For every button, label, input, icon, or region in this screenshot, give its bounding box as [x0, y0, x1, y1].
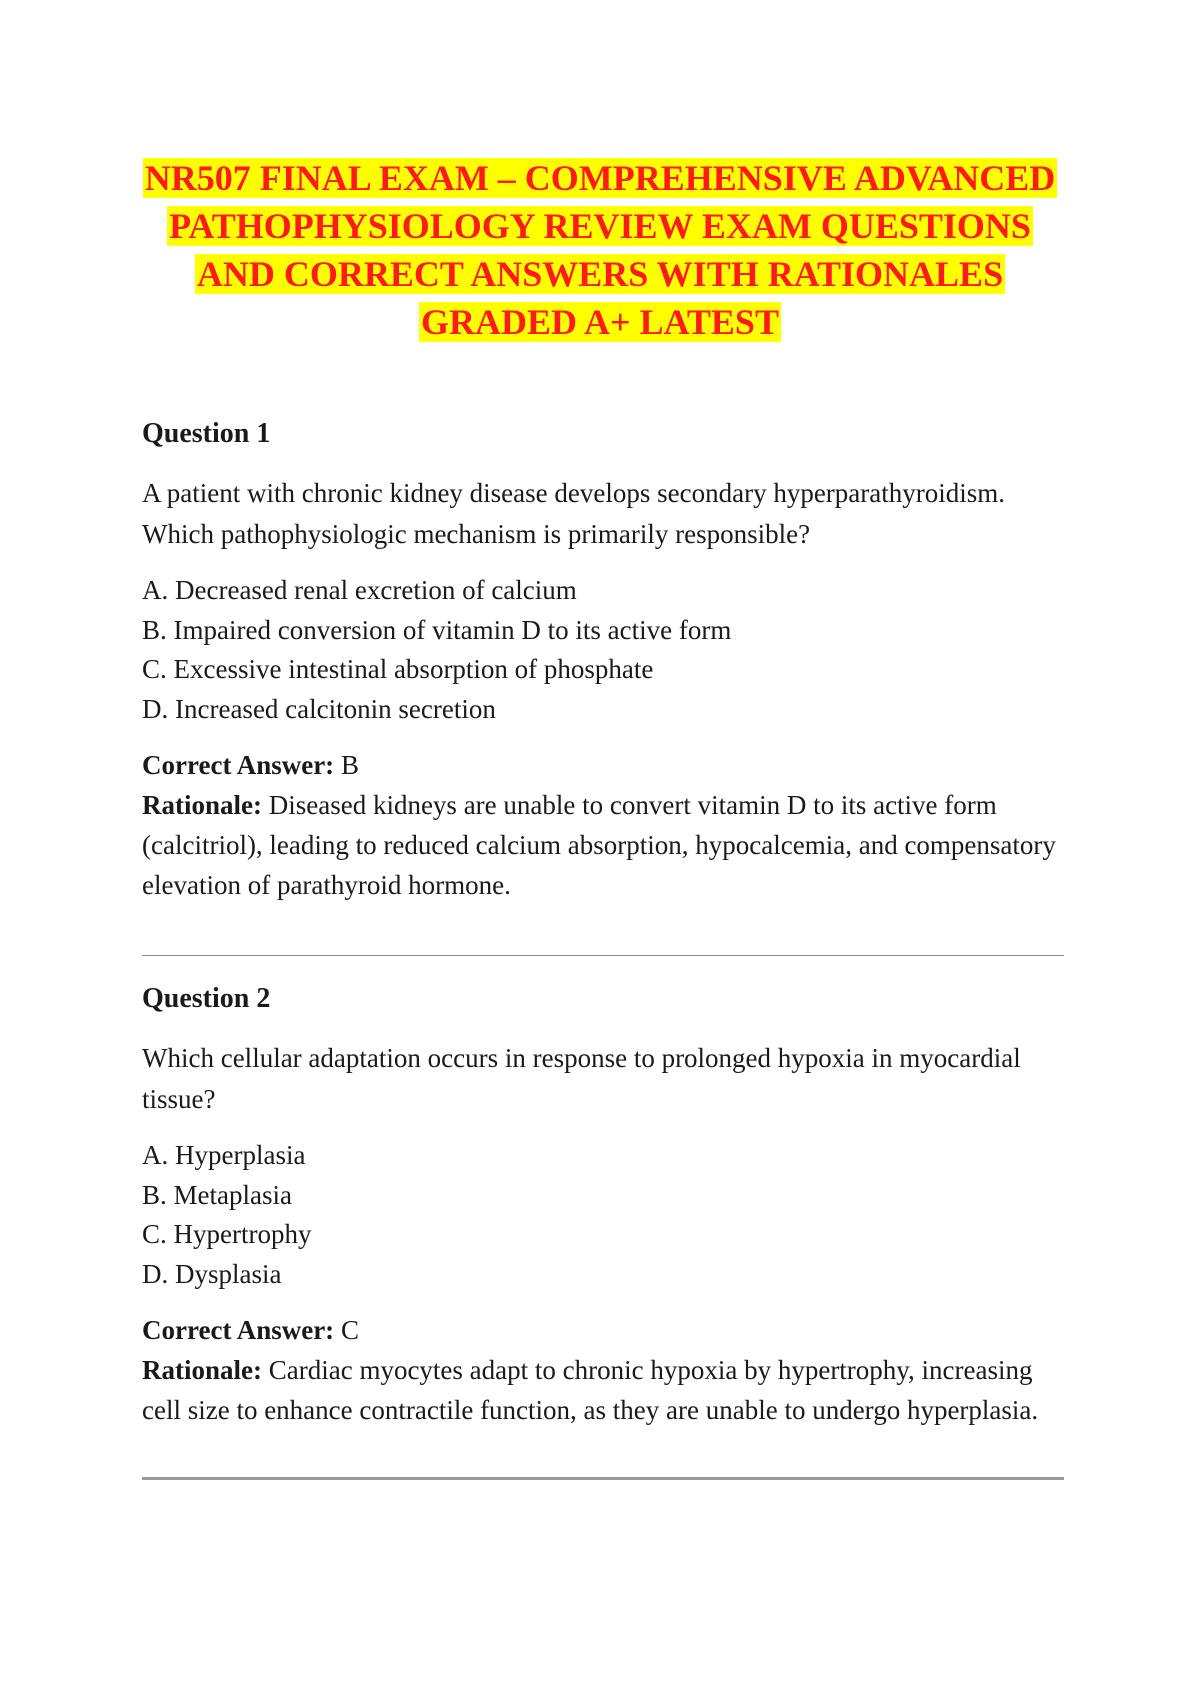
- question-heading: Question 1: [142, 418, 271, 449]
- rationale: [142, 1350, 1062, 1430]
- question-1: [142, 417, 1062, 905]
- question-text: Which cellular adaptation occurs in response to prolonged hypoxia in myocardial tissue?: [142, 1043, 1021, 1114]
- question-text: A patient with chronic kidney disease develops secondary hyperparathyroidism. Which pathophysiologic mechanism is primarily responsible?: [142, 478, 1006, 549]
- document-title: [100, 154, 1100, 346]
- option-d: D. Dysplasia: [142, 1258, 282, 1289]
- option-c: C. Hypertrophy: [142, 1219, 312, 1249]
- option-a: A. Hyperplasia: [142, 1140, 306, 1170]
- answer-options: [142, 1136, 1062, 1294]
- option-c: C. Excessive intestinal absorption of phosphate: [142, 654, 654, 684]
- option-b: B. Impaired conversion of vitamin D to its active form: [142, 614, 732, 645]
- correct-answer-label: Correct Answer:: [142, 1315, 335, 1345]
- title-line-1: NR507 FINAL EXAM – COMPREHENSIVE ADVANCED: [144, 158, 1056, 198]
- correct-answer-label: Correct Answer:: [142, 750, 335, 780]
- rationale-label: Rationale:: [142, 1355, 262, 1385]
- question-2: [142, 982, 1062, 1430]
- rationale-label: Rationale:: [142, 790, 262, 820]
- correct-answer: [142, 1310, 1062, 1350]
- title-line-2: PATHOPHYSIOLOGY REVIEW EXAM QUESTIONS: [169, 206, 1031, 246]
- title-line-3: AND CORRECT ANSWERS WITH RATIONALES: [196, 254, 1004, 294]
- correct-answer-value: C: [340, 1315, 359, 1345]
- correct-answer: [142, 745, 1062, 785]
- section-divider: [142, 1477, 1064, 1480]
- rationale: [142, 785, 1062, 905]
- correct-answer-value: B: [340, 750, 359, 780]
- option-b: B. Metaplasia: [142, 1179, 292, 1210]
- option-a: A. Decreased renal excretion of calcium: [142, 575, 577, 605]
- section-divider: [142, 955, 1064, 956]
- rationale-text: Cardiac myocytes adapt to chronic hypoxia by hypertrophy, increasing cell size to enhance contractile function, as they are unable to undergo hyperplasia.: [142, 1355, 1039, 1425]
- question-heading: Question 2: [142, 983, 271, 1014]
- title-line-4: GRADED A+ LATEST: [421, 302, 779, 342]
- rationale-text: Diseased kidneys are unable to convert vitamin D to its active form (calcitriol), leading to reduced calcium absorption, hypocalcemia, and compensatory elevation of parathyroid hormone.: [142, 790, 1056, 900]
- answer-options: [142, 571, 1062, 729]
- option-d: D. Increased calcitonin secretion: [142, 693, 496, 724]
